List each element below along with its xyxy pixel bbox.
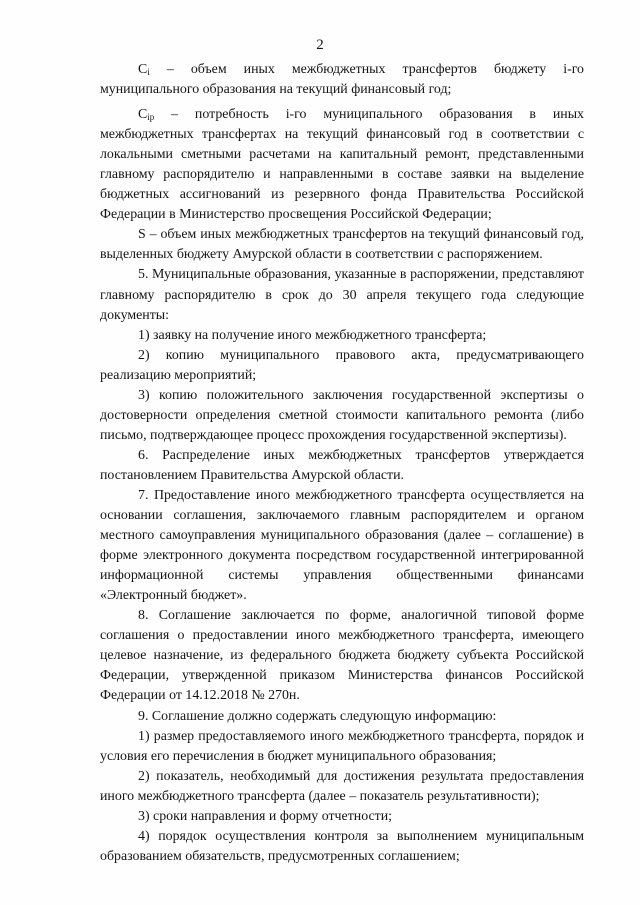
paragraph-s-definition: S – объем иных межбюджетных трансфертов на текущий финансовый год, выделенных бюджету Амурской области в соответствии с распоряжением.: [100, 227, 584, 263]
paragraph-item-9-4: 4) порядок осуществления контроля за выполнением муниципальным образованием обязательств, предусмотренных соглашением;: [100, 828, 584, 864]
paragraph-item-5-2: 2) копию муниципального правового акта, предусматривающего реализацию мероприятий;: [100, 347, 584, 383]
paragraph-text: – потребность i-го муниципального образования в иных межбюджетных трансфертах на текущий финансовый год в соответствии с локальными сметными расчетами на капитальный ремонт, представленными главному распорядителю и направленными в составе заявки на выделение бюджетных ассигнований из резервного фонда Правительства Российской Федерации в Министерство просвещения Российской Федерации;: [100, 107, 584, 223]
paragraph-cip-definition: [100, 105, 584, 225]
paragraph-ci-definition: [100, 60, 584, 100]
paragraph-item-9-2: 2) показатель, необходимый для достижения результата предоставления иного межбюджетного трансферта (далее – показатель результативности);: [100, 768, 584, 804]
paragraph-item-6: 6. Распределение иных межбюджетных трансфертов утверждается постановлением Правительства Амурской области.: [100, 447, 584, 483]
symbol-c: C: [138, 62, 148, 77]
paragraph-item-9-3: 3) сроки направления и форму отчетности;: [138, 808, 393, 824]
symbol-subscript: i: [147, 67, 150, 77]
paragraph-item-9-1: 1) размер предоставляемого иного межбюджетного трансферта, порядок и условия его перечисления в бюджет муниципального образования;: [100, 728, 584, 764]
symbol-subscript: ip: [147, 112, 155, 123]
paragraph-item-5: 5. Муниципальные образования, указанные в распоряжении, представляют главному распорядителю в срок до 30 апреля текущего года следующие документы:: [100, 267, 584, 323]
paragraph-item-9: 9. Соглашение должно содержать следующую информацию:: [138, 708, 497, 724]
paragraph-item-8: 8. Соглашение заключается по форме, аналогичной типовой форме соглашения о предоставлении иного межбюджетного трансферта, имеющего целевое назначение, из федерального бюджета бюджету субъекта Российской Федерации, утвержденной приказом Министерства финансов Российской Федерации от 14.12.2018 № 270н.: [100, 608, 584, 704]
symbol-c: C: [138, 107, 148, 123]
paragraph-text: – объем иных межбюджетных трансфертов бюджету i-го муниципального образования на текущий финансовый год;: [100, 62, 584, 98]
paragraph-item-5-3: 3) копию положительного заключения государственной экспертизы о достоверности определения сметной стоимости капитального ремонта (либо письмо, подтверждающее процесс прохождения государственной экспертизы).: [100, 387, 584, 443]
paragraph-item-5-1: 1) заявку на получение иного межбюджетного трансферта;: [138, 327, 487, 343]
document-body: [100, 60, 584, 867]
page-number: 2: [316, 37, 324, 53]
paragraph-item-7: 7. Предоставление иного межбюджетного трансферта осуществляется на основании соглашения, заключаемого главным распорядителем и органом местного самоуправления муниципального образования (далее – соглашение) в форме электронного документа посредством государственной интегрированной информационной системы управления общественными финансами «Электронный бюджет».: [100, 487, 584, 604]
